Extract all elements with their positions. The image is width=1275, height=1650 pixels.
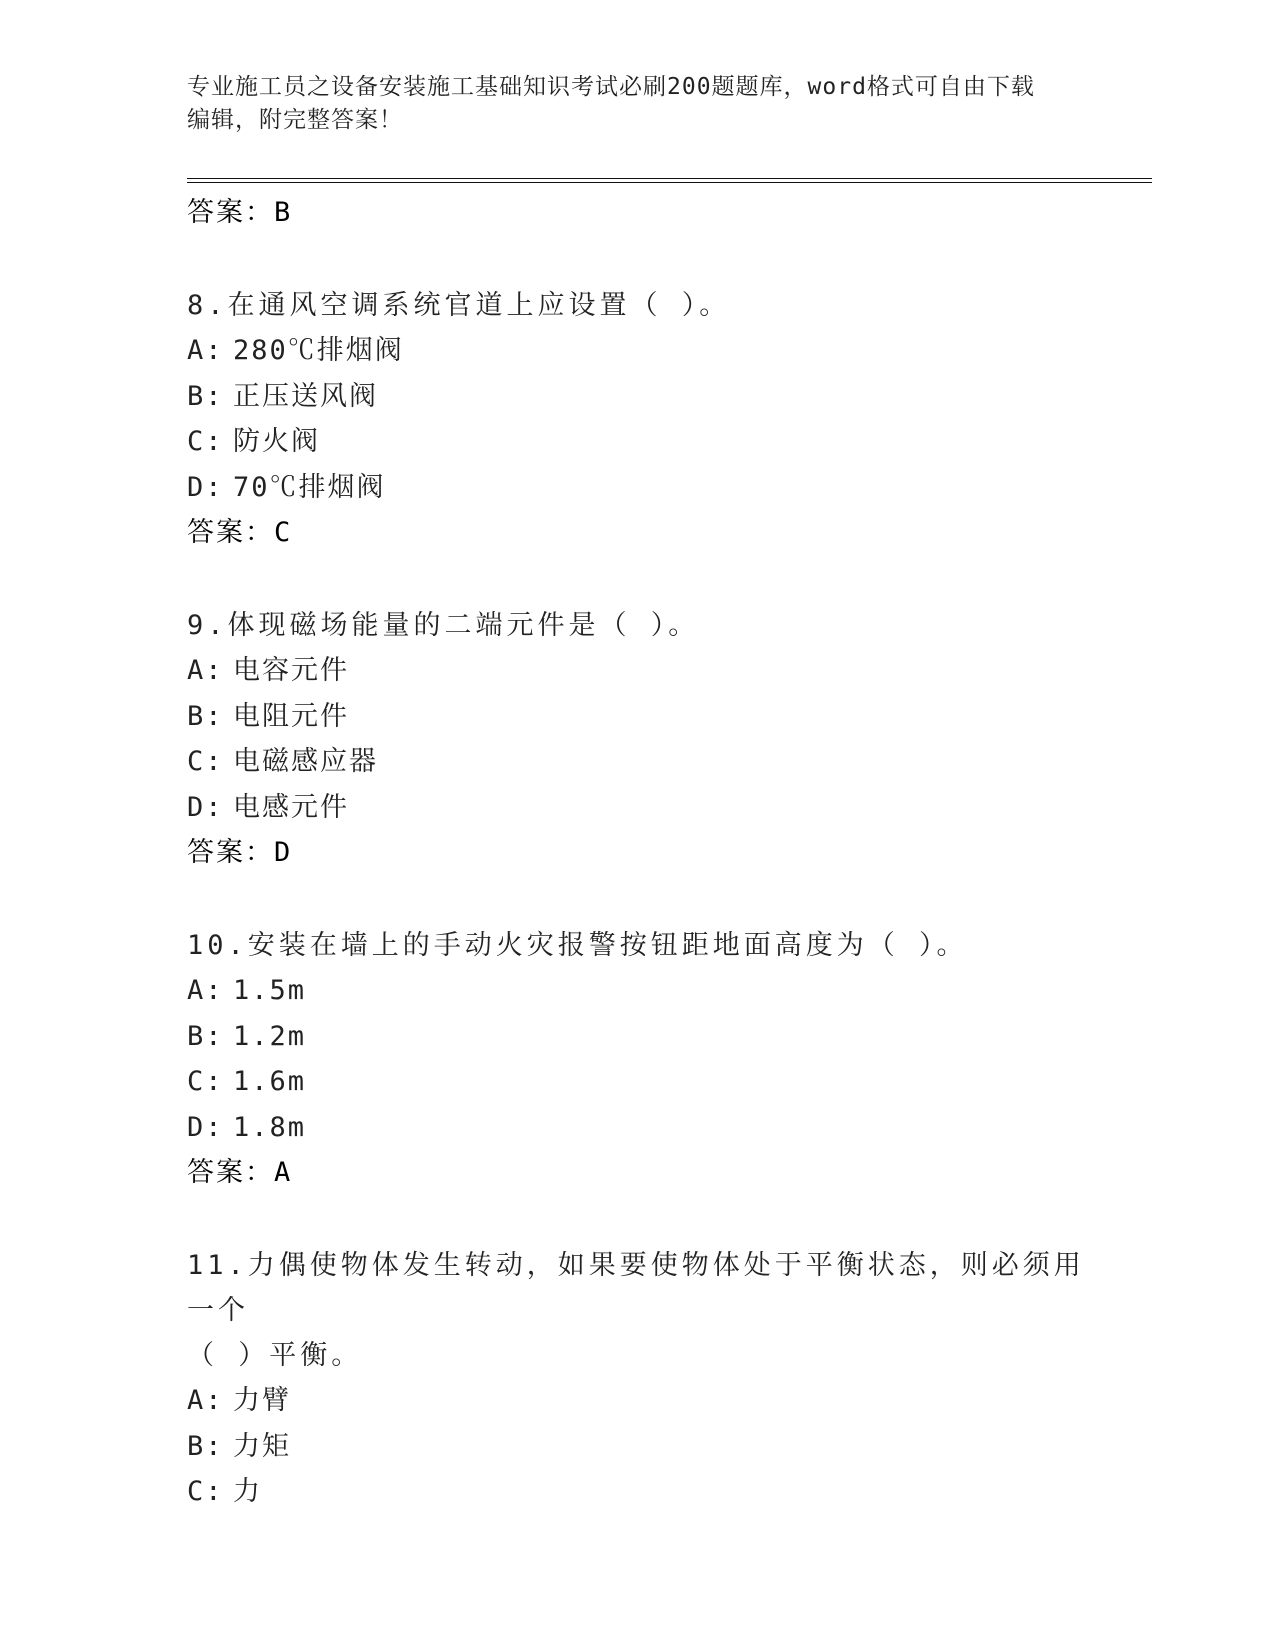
answer-value: D <box>274 837 293 868</box>
option-text: 力 <box>233 1476 262 1507</box>
option-b <box>187 1014 1107 1060</box>
header-divider-top <box>187 178 1152 179</box>
answer-label: 答案： <box>187 1157 274 1188</box>
question-text-line-1: 11.力偶使物体发生转动，如果要使物体处于平衡状态，则必须用一个 <box>187 1250 1085 1326</box>
question-text: 9.体现磁场能量的二端元件是（ ）。 <box>187 610 700 641</box>
option-d <box>187 1105 1107 1151</box>
question-block <box>187 283 1107 556</box>
option-c <box>187 739 1107 785</box>
answer-line <box>187 830 1107 876</box>
option-letter: D: <box>187 1111 224 1143</box>
option-letter: C: <box>187 1066 224 1097</box>
option-d <box>187 785 1107 831</box>
answer-label: 答案： <box>187 517 274 548</box>
option-text: 1.8m <box>233 1111 307 1143</box>
option-letter: A: <box>187 655 224 686</box>
question-block <box>187 923 1107 1196</box>
header-line-1: 专业施工员之设备安装施工基础知识考试必刷200题题库，word格式可自由下载 <box>187 74 1035 100</box>
option-letter: C: <box>187 426 224 457</box>
option-letter: D: <box>187 791 224 823</box>
option-letter: A: <box>187 1385 224 1416</box>
option-c <box>187 1059 1107 1105</box>
option-text: 电容元件 <box>233 655 349 686</box>
answer-value: B <box>274 197 293 228</box>
answer-value: C <box>274 517 293 548</box>
option-b <box>187 1424 1107 1470</box>
answer-value: A <box>274 1157 293 1188</box>
question-list <box>187 190 1107 1515</box>
option-c <box>187 419 1107 465</box>
option-a <box>187 328 1107 374</box>
option-text: 70℃排烟阀 <box>233 471 386 503</box>
option-text: 1.6m <box>233 1066 307 1097</box>
option-letter: A: <box>187 975 224 1006</box>
header-line-2: 编辑，附完整答案！ <box>187 107 403 133</box>
option-text: 正压送风阀 <box>233 380 378 412</box>
question-block <box>187 1243 1107 1515</box>
question-text-line-2: （ ）平衡。 <box>187 1340 363 1371</box>
option-letter: C: <box>187 1476 224 1507</box>
option-letter: B: <box>187 380 224 412</box>
option-letter: A: <box>187 335 224 366</box>
option-text: 力矩 <box>233 1430 291 1462</box>
option-a <box>187 968 1107 1014</box>
option-text: 电磁感应器 <box>233 746 378 777</box>
option-b <box>187 694 1107 740</box>
option-letter: B: <box>187 1430 224 1462</box>
question-text: 8.在通风空调系统官道上应设置（ ）。 <box>187 290 731 321</box>
document-header <box>187 71 1067 137</box>
option-letter: B: <box>187 1020 224 1052</box>
question-text: 10.安装在墙上的手动火灾报警按钮距地面高度为（ ）。 <box>187 930 968 961</box>
option-a <box>187 648 1107 694</box>
answer-label: 答案： <box>187 197 274 228</box>
option-text: 电感元件 <box>233 791 349 823</box>
option-d <box>187 465 1107 511</box>
answer-line <box>187 510 1107 556</box>
option-text: 1.5m <box>233 975 307 1006</box>
option-text: 280℃排烟阀 <box>233 335 404 366</box>
option-letter: D: <box>187 471 224 503</box>
header-divider-bottom <box>187 182 1152 183</box>
option-text: 防火阀 <box>233 426 320 457</box>
option-letter: C: <box>187 746 224 777</box>
answer-line <box>187 190 1107 236</box>
option-letter: B: <box>187 700 224 732</box>
option-text: 力臂 <box>233 1385 291 1416</box>
option-text: 1.2m <box>233 1020 307 1052</box>
answer-label: 答案： <box>187 837 274 868</box>
option-b <box>187 374 1107 420</box>
option-c <box>187 1469 1107 1515</box>
option-text: 电阻元件 <box>233 700 349 732</box>
option-a <box>187 1378 1107 1424</box>
question-block <box>187 603 1107 876</box>
answer-line <box>187 1150 1107 1196</box>
